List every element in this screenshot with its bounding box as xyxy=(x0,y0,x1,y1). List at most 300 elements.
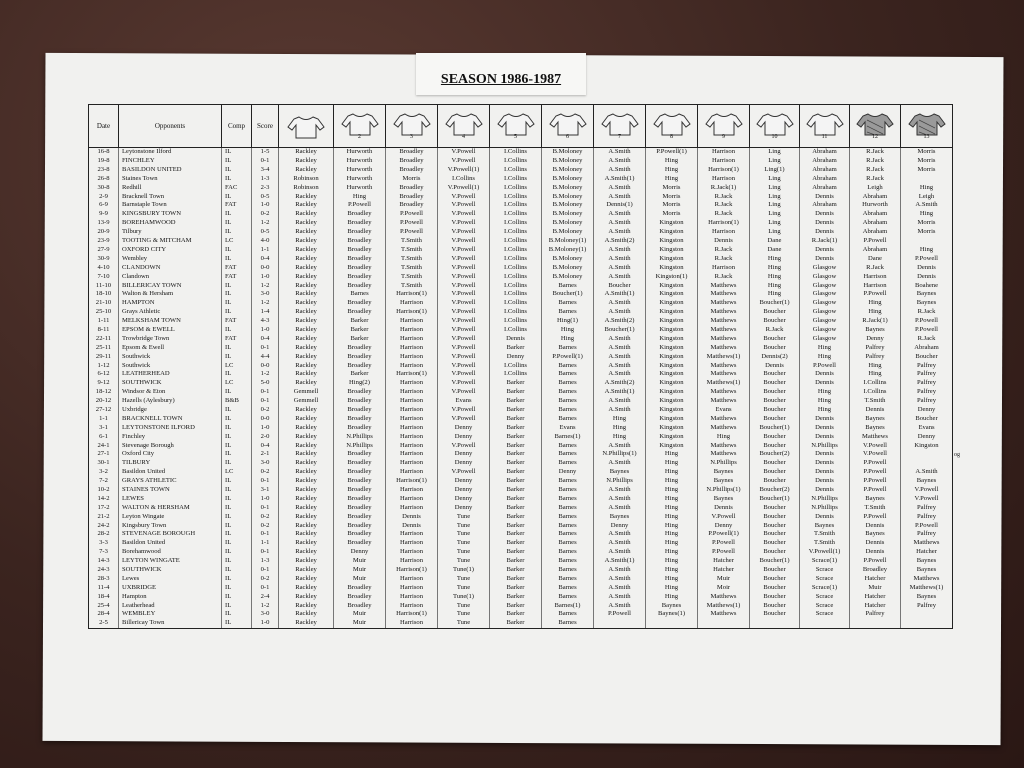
score-cell: 0-2 xyxy=(252,210,279,219)
player-cell: Barnes xyxy=(334,290,386,299)
player-cell: Dennis xyxy=(800,192,850,201)
player-cell: V.Powell xyxy=(438,264,490,273)
player-cell: Palfrey xyxy=(901,397,953,406)
player-cell: Baynes xyxy=(646,601,698,610)
date-cell: 29-11 xyxy=(89,352,119,361)
player-cell: Broadley xyxy=(334,219,386,228)
score-cell: 0-4 xyxy=(252,335,279,344)
player-cell: Rackley xyxy=(279,326,334,335)
player-cell: Matthews xyxy=(698,299,750,308)
player-cell: A.Smith xyxy=(594,575,646,584)
player-cell: Muir xyxy=(334,575,386,584)
score-cell: 1-2 xyxy=(252,299,279,308)
player-cell: Harrison xyxy=(386,486,438,495)
player-cell: T.Smith xyxy=(800,530,850,539)
comp-cell: LC xyxy=(222,379,252,388)
player-cell: Barnes xyxy=(542,299,594,308)
player-cell: Barker xyxy=(490,610,542,619)
player-cell: I.Collins xyxy=(490,370,542,379)
player-cell: R.Jack xyxy=(850,175,901,184)
header-comp: Comp xyxy=(222,105,252,148)
player-cell: Tune xyxy=(438,530,490,539)
player-cell: V.Powell xyxy=(438,148,490,157)
player-cell: Ling(1) xyxy=(750,166,800,175)
player-cell: Morris xyxy=(386,175,438,184)
player-cell: Barker xyxy=(490,450,542,459)
date-cell: 17-2 xyxy=(89,504,119,513)
player-cell: Kingston xyxy=(646,281,698,290)
player-cell: I.Collins xyxy=(490,166,542,175)
comp-cell: LC xyxy=(222,237,252,246)
player-cell: Harrison(1) xyxy=(386,610,438,619)
opponent-cell: Leatherhead xyxy=(119,601,222,610)
player-cell: Tune xyxy=(438,548,490,557)
player-cell: Barnes(1) xyxy=(542,601,594,610)
player-cell: Denny xyxy=(438,486,490,495)
player-cell: B.Moloney xyxy=(542,255,594,264)
opponent-cell: Southwick xyxy=(119,361,222,370)
player-cell: Harrison xyxy=(386,504,438,513)
player-cell: A.Smith xyxy=(594,584,646,593)
player-cell: Glasgow xyxy=(800,299,850,308)
date-cell: 11-10 xyxy=(89,281,119,290)
player-cell: Baynes(1) xyxy=(646,610,698,619)
player-cell: T.Smith xyxy=(386,237,438,246)
player-cell: A.Smith xyxy=(594,219,646,228)
player-cell: A.Smith(2) xyxy=(594,379,646,388)
comp-cell: FAT xyxy=(222,317,252,326)
table-row xyxy=(89,548,953,557)
player-cell: Morris xyxy=(646,201,698,210)
player-cell: Barker xyxy=(334,326,386,335)
player-cell: Abraham xyxy=(800,157,850,166)
player-cell: I.Collins xyxy=(490,237,542,246)
player-cell: V.Powell xyxy=(901,486,953,495)
player-cell: Barnes xyxy=(542,441,594,450)
player-cell: Kingston xyxy=(646,406,698,415)
player-cell: Abraham xyxy=(850,192,901,201)
player-cell: Rackley xyxy=(279,148,334,157)
player-cell: Hing xyxy=(750,272,800,281)
player-cell: Harrison xyxy=(698,175,750,184)
player-cell: Barker xyxy=(490,530,542,539)
player-cell: Rackley xyxy=(279,441,334,450)
player-cell: P.Powell(1) xyxy=(646,148,698,157)
opponent-cell: EPSOM & EWELL xyxy=(119,326,222,335)
shirt-icon xyxy=(600,112,640,136)
date-cell: 20-9 xyxy=(89,228,119,237)
table-row xyxy=(89,477,953,486)
player-cell: Harrison xyxy=(386,388,438,397)
player-cell: Matthews(1) xyxy=(698,352,750,361)
player-cell: Rackley xyxy=(279,228,334,237)
date-cell: 3-2 xyxy=(89,468,119,477)
player-cell: A.Smith(1) xyxy=(594,388,646,397)
score-cell: 0-1 xyxy=(252,584,279,593)
score-cell: 0-2 xyxy=(252,513,279,522)
score-cell: 3-0 xyxy=(252,610,279,619)
player-cell: Boahene xyxy=(901,281,953,290)
player-cell: V.Powell xyxy=(438,352,490,361)
player-cell: R.Jack xyxy=(850,148,901,157)
player-cell: Tune xyxy=(438,575,490,584)
player-cell: A.Smith xyxy=(594,441,646,450)
player-cell: Barker xyxy=(490,477,542,486)
comp-cell: IL xyxy=(222,290,252,299)
date-cell: 1-12 xyxy=(89,361,119,370)
player-cell: Baynes xyxy=(698,468,750,477)
score-cell: 4-4 xyxy=(252,352,279,361)
score-cell: 1-2 xyxy=(252,601,279,610)
player-cell: Dennis xyxy=(800,459,850,468)
player-cell: P.Powell xyxy=(386,219,438,228)
player-cell: Boucher xyxy=(750,504,800,513)
score-cell: 1-0 xyxy=(252,424,279,433)
player-cell: P.Powell xyxy=(850,513,901,522)
player-cell: Rackley xyxy=(279,584,334,593)
player-cell: Broadley xyxy=(334,406,386,415)
shirt-header-8 xyxy=(646,105,698,148)
player-cell: Muir xyxy=(334,557,386,566)
player-cell: R.Jack(1) xyxy=(698,184,750,193)
player-cell: Hing xyxy=(800,344,850,353)
player-cell: Rackley xyxy=(279,379,334,388)
player-cell: P.Powell xyxy=(850,486,901,495)
player-cell: Kingston xyxy=(646,255,698,264)
player-cell: P.Powell xyxy=(334,201,386,210)
player-cell: Harrison xyxy=(386,317,438,326)
date-cell: 24-2 xyxy=(89,521,119,530)
date-cell: 25-4 xyxy=(89,601,119,610)
player-cell: Hing xyxy=(646,521,698,530)
player-cell: Dennis xyxy=(901,264,953,273)
player-cell: Broadley xyxy=(334,344,386,353)
player-cell: Dane xyxy=(850,255,901,264)
opponent-cell: Oxford City xyxy=(119,450,222,459)
table-row xyxy=(89,513,953,522)
player-cell: Hing xyxy=(646,495,698,504)
player-cell: Matthews(1) xyxy=(901,584,953,593)
player-cell: Barker xyxy=(334,335,386,344)
player-cell: Ling xyxy=(750,148,800,157)
player-cell: Barker xyxy=(334,317,386,326)
player-cell: Glasgow xyxy=(800,317,850,326)
player-cell: Broadley xyxy=(334,397,386,406)
shirt-icon xyxy=(704,112,744,136)
player-cell: T.Smith xyxy=(850,504,901,513)
player-cell: Harrison(1) xyxy=(386,308,438,317)
player-cell: Barnes xyxy=(542,486,594,495)
player-cell: Broadley xyxy=(334,513,386,522)
player-cell: I.Collins xyxy=(490,201,542,210)
player-cell: Muir xyxy=(334,566,386,575)
player-cell: Muir xyxy=(334,619,386,628)
player-cell: Kingston xyxy=(646,335,698,344)
player-cell: Barnes xyxy=(542,477,594,486)
date-cell: 19-8 xyxy=(89,157,119,166)
player-cell: Boucher xyxy=(750,335,800,344)
date-cell: 30-1 xyxy=(89,459,119,468)
player-cell: Denny xyxy=(490,352,542,361)
player-cell: Rackley xyxy=(279,477,334,486)
player-cell: R.Jack(1) xyxy=(800,237,850,246)
player-cell: Hurworth xyxy=(334,157,386,166)
player-cell: Barker xyxy=(490,601,542,610)
player-cell: Harrison xyxy=(698,148,750,157)
player-cell: A.Smith xyxy=(594,539,646,548)
table-row xyxy=(89,335,953,344)
score-cell: 1-2 xyxy=(252,281,279,290)
player-cell: Hatcher xyxy=(850,575,901,584)
player-cell: Hing xyxy=(646,539,698,548)
player-cell: Barnes xyxy=(542,530,594,539)
opponent-cell: OXFORD CITY xyxy=(119,246,222,255)
shirt-icon xyxy=(548,112,588,136)
player-cell: Rackley xyxy=(279,299,334,308)
player-cell: Dennis xyxy=(800,450,850,459)
player-cell: Matthews xyxy=(698,388,750,397)
date-cell: 10-2 xyxy=(89,486,119,495)
player-cell: Barnes xyxy=(542,344,594,353)
date-cell: 1-11 xyxy=(89,317,119,326)
comp-cell: IL xyxy=(222,486,252,495)
player-cell: Denny xyxy=(901,406,953,415)
opponent-cell: WALTON & HERSHAM xyxy=(119,504,222,513)
player-cell: Palfrey xyxy=(850,352,901,361)
player-cell: Kingston xyxy=(646,264,698,273)
player-cell: Dennis xyxy=(800,219,850,228)
opponent-cell: Trowbridge Town xyxy=(119,335,222,344)
opponent-cell: TOOTING & MITCHAM xyxy=(119,237,222,246)
shirt-header-4 xyxy=(438,105,490,148)
player-cell: Kingston xyxy=(646,433,698,442)
date-cell: 13-9 xyxy=(89,219,119,228)
shirt-header-11 xyxy=(800,105,850,148)
player-cell: Rackley xyxy=(279,468,334,477)
player-cell: Matthews xyxy=(698,361,750,370)
player-cell: Denny xyxy=(850,335,901,344)
player-cell: Boucher xyxy=(750,379,800,388)
score-cell: 1-0 xyxy=(252,272,279,281)
player-cell: Palfrey xyxy=(901,504,953,513)
score-cell: 1-0 xyxy=(252,495,279,504)
player-cell: Barker xyxy=(490,379,542,388)
opponent-cell: LEYTON WINGATE xyxy=(119,557,222,566)
comp-cell: FAT xyxy=(222,272,252,281)
player-cell: Abraham xyxy=(850,228,901,237)
opponent-cell: Redhill xyxy=(119,184,222,193)
date-cell: 25-11 xyxy=(89,344,119,353)
table-row xyxy=(89,361,953,370)
player-cell: Tune xyxy=(438,539,490,548)
player-cell: Boucher xyxy=(750,566,800,575)
opponent-cell: Grays Athletic xyxy=(119,308,222,317)
opponent-cell: CLANDOWN xyxy=(119,264,222,273)
player-cell: I.Collins xyxy=(490,326,542,335)
comp-cell: IL xyxy=(222,441,252,450)
player-cell: Abraham xyxy=(850,210,901,219)
player-cell: Rackley xyxy=(279,593,334,602)
player-cell: Broadley xyxy=(850,566,901,575)
player-cell: Hatcher xyxy=(698,557,750,566)
date-cell: 24-1 xyxy=(89,441,119,450)
player-cell: Leigh xyxy=(850,184,901,193)
opponent-cell: Epsom & Ewell xyxy=(119,344,222,353)
player-cell: A.Smith xyxy=(594,486,646,495)
player-cell: Palfrey xyxy=(901,530,953,539)
player-cell: A.Smith xyxy=(594,228,646,237)
player-cell: Baynes xyxy=(901,299,953,308)
player-cell: Tune(1) xyxy=(438,566,490,575)
player-cell: Abraham xyxy=(800,148,850,157)
player-cell xyxy=(646,619,698,628)
player-cell: Rackley xyxy=(279,317,334,326)
score-cell: 3-0 xyxy=(252,459,279,468)
page-title: SEASON 1986-1987 xyxy=(440,72,562,87)
shirt-number: 8 xyxy=(670,134,673,140)
player-cell: Hing xyxy=(646,584,698,593)
shirt-icon xyxy=(340,112,380,136)
player-cell: Boucher xyxy=(750,521,800,530)
player-cell: Kingston xyxy=(646,317,698,326)
player-cell: Abraham xyxy=(800,166,850,175)
table-row xyxy=(89,433,953,442)
player-cell: B.Moloney xyxy=(542,157,594,166)
player-cell: Barker xyxy=(490,521,542,530)
player-cell: V.Powell xyxy=(438,290,490,299)
player-cell: Broadley xyxy=(334,495,386,504)
opponent-cell: KINGSBURY TOWN xyxy=(119,210,222,219)
player-cell: Ling xyxy=(750,184,800,193)
player-cell: Boucher xyxy=(750,477,800,486)
player-cell: B.Moloney xyxy=(542,219,594,228)
score-cell: 0-0 xyxy=(252,264,279,273)
player-cell: Barker xyxy=(490,513,542,522)
player-cell: Ling xyxy=(750,175,800,184)
player-cell: Dennis(2) xyxy=(750,352,800,361)
player-cell: Evans xyxy=(901,424,953,433)
player-cell: Rackley xyxy=(279,157,334,166)
player-cell: Dennis xyxy=(850,521,901,530)
player-cell: Palfrey xyxy=(850,344,901,353)
table-row xyxy=(89,610,953,619)
date-cell: 2-5 xyxy=(89,619,119,628)
player-cell: Boucher xyxy=(750,397,800,406)
player-cell: Palfrey xyxy=(901,601,953,610)
score-cell: 2-3 xyxy=(252,184,279,193)
date-cell: 4-10 xyxy=(89,264,119,273)
date-cell: 6-9 xyxy=(89,201,119,210)
player-cell: A.Smith xyxy=(594,272,646,281)
date-cell: 18-12 xyxy=(89,388,119,397)
opponent-cell: Lewes xyxy=(119,575,222,584)
player-cell: Rackley xyxy=(279,246,334,255)
player-cell: N.Phillips(1) xyxy=(698,486,750,495)
player-cell: Rackley xyxy=(279,415,334,424)
player-cell: T.Smith xyxy=(386,246,438,255)
player-cell: Rackley xyxy=(279,290,334,299)
player-cell: Boucher xyxy=(750,513,800,522)
comp-cell: LC xyxy=(222,361,252,370)
player-cell: Hing xyxy=(646,175,698,184)
player-cell: Rackley xyxy=(279,548,334,557)
player-cell: Hatcher xyxy=(850,593,901,602)
player-cell: Harrison xyxy=(386,601,438,610)
player-cell: Baynes xyxy=(800,521,850,530)
player-cell: Denny xyxy=(334,548,386,557)
player-cell: Kingston xyxy=(646,415,698,424)
player-cell: Rackley xyxy=(279,264,334,273)
player-cell: Harrison xyxy=(386,344,438,353)
player-cell: Rackley xyxy=(279,539,334,548)
player-cell: Scrace xyxy=(800,601,850,610)
player-cell: Hing xyxy=(800,352,850,361)
table-row xyxy=(89,148,953,157)
date-cell: 14-3 xyxy=(89,557,119,566)
player-cell: Denny xyxy=(901,433,953,442)
player-cell: Kingston xyxy=(646,299,698,308)
player-cell: Barnes xyxy=(542,397,594,406)
table-row xyxy=(89,575,953,584)
player-cell: Broadley xyxy=(334,255,386,264)
table-row xyxy=(89,388,953,397)
player-cell: Hurworth xyxy=(334,166,386,175)
player-cell xyxy=(901,450,953,459)
score-cell: 1-0 xyxy=(252,326,279,335)
season-table xyxy=(88,104,953,629)
player-cell: Matthews xyxy=(698,344,750,353)
table-row xyxy=(89,166,953,175)
player-cell: Boucher xyxy=(750,441,800,450)
player-cell: Rackley xyxy=(279,424,334,433)
player-cell: I.Collins xyxy=(490,361,542,370)
player-cell: P.Powell xyxy=(850,290,901,299)
player-cell: Rackley xyxy=(279,495,334,504)
date-cell: 27-9 xyxy=(89,246,119,255)
player-cell: Hurworth xyxy=(334,184,386,193)
player-cell: Broadley xyxy=(386,192,438,201)
comp-cell: IL xyxy=(222,308,252,317)
shirt-icon xyxy=(496,112,536,136)
player-cell: Evans xyxy=(542,424,594,433)
player-cell: I.Collins xyxy=(490,157,542,166)
player-cell: N.Phillips(1) xyxy=(594,450,646,459)
score-cell: 0-1 xyxy=(252,530,279,539)
player-cell: I.Collins xyxy=(490,192,542,201)
player-cell: Tune xyxy=(438,521,490,530)
player-cell: P.Powell xyxy=(901,326,953,335)
shirt-header-3 xyxy=(386,105,438,148)
player-cell: P.Powell xyxy=(594,610,646,619)
opponent-cell: Windsor & Eton xyxy=(119,388,222,397)
player-cell: Morris xyxy=(901,166,953,175)
player-cell: Hing xyxy=(800,406,850,415)
player-cell: Palfrey xyxy=(901,370,953,379)
player-cell: I.Collins xyxy=(490,290,542,299)
player-cell: Harrison xyxy=(698,228,750,237)
table-row xyxy=(89,237,953,246)
player-cell: R.Jack xyxy=(850,166,901,175)
score-cell: 1-3 xyxy=(252,557,279,566)
date-cell: 3-1 xyxy=(89,424,119,433)
table-row xyxy=(89,459,953,468)
opponent-cell: HAMPTON xyxy=(119,299,222,308)
player-cell: Rackley xyxy=(279,281,334,290)
player-cell: A.Smith xyxy=(594,264,646,273)
player-cell: Rackley xyxy=(279,433,334,442)
player-cell: Harrison xyxy=(386,584,438,593)
player-cell: Boucher xyxy=(594,281,646,290)
